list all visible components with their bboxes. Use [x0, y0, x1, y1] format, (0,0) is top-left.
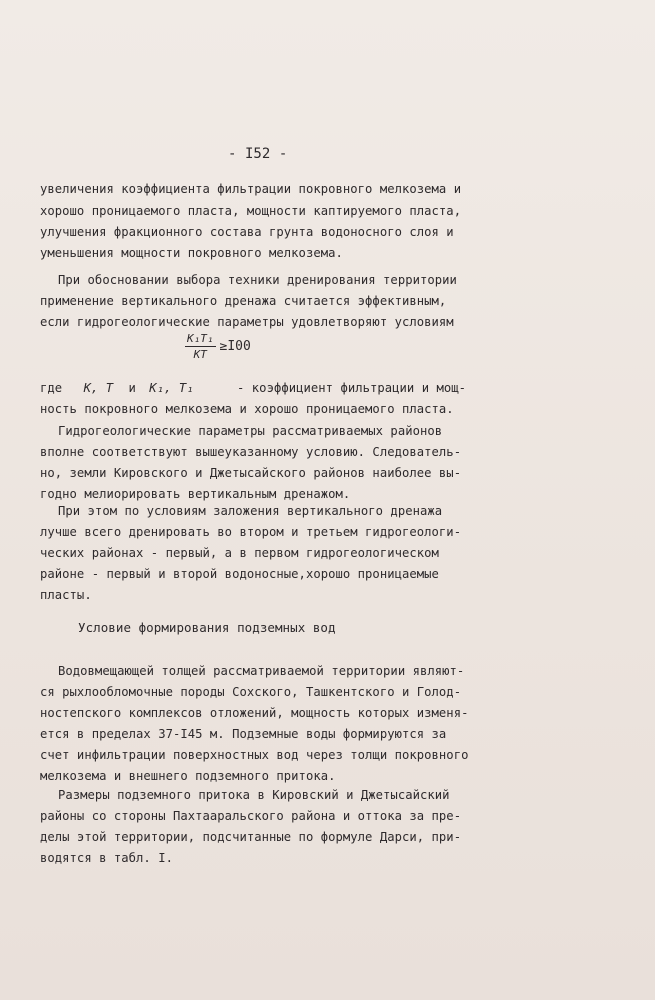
section-heading: Условие формирования подземных вод	[78, 620, 336, 635]
symbol-kt: K, T	[83, 381, 114, 395]
symbol-k1t1: K₁, T₁	[149, 381, 194, 395]
text-line: Водовмещающей толщей рассматриваемой территории являют-	[58, 664, 465, 678]
text-line: годно мелиорировать вертикальным дренажом.	[40, 487, 351, 501]
text-line: При обосновании выбора техники дренирования территории	[58, 273, 457, 287]
text-line: районе - первый и второй водоносные,хорошо проницаемые	[40, 567, 439, 581]
page-number: - I52 -	[228, 146, 288, 162]
text-fragment: - коэффициент фильтрации и мощ-	[237, 381, 467, 395]
text-line: Гидрогеологические параметры рассматриваемых районов	[58, 424, 443, 438]
formula	[185, 332, 251, 361]
formula-numerator: K₁T₁	[187, 332, 214, 345]
text-line: вполне соответствуют вышеуказанному условию. Следователь-	[40, 445, 462, 459]
text-line: делы этой территории, подсчитанные по формуле Дарси, при-	[40, 830, 462, 844]
text-fragment: где	[40, 381, 63, 395]
text-line: ность покровного мелкозема и хорошо проницаемого пласта.	[40, 402, 454, 416]
text-line: ся рыхлообломочные породы Сохского, Ташкентского и Голод-	[40, 685, 462, 699]
formula-denominator: KT	[193, 348, 207, 361]
text-line: мелкозема и внешнего подземного притока.	[40, 769, 336, 783]
text-line: но, земли Кировского и Джетысайского районов наиболее вы-	[40, 466, 462, 480]
text-fragment: и	[128, 381, 136, 395]
text-line: ется в пределах 37-I45 м. Подземные воды формируются за	[40, 727, 447, 741]
text-line: ческих районах - первый, а в первом гидрогеологическом	[40, 546, 439, 560]
formula-relation: ≥I00	[219, 339, 251, 354]
text-line: Размеры подземного притока в Кировский и Джетысайский	[58, 788, 450, 802]
text-line: пласты.	[40, 588, 92, 602]
text-line: применение вертикального дренажа считается эффективным,	[40, 294, 447, 308]
text-line: лучше всего дренировать во втором и третьем гидрогеологи-	[40, 525, 462, 539]
text-line: счет инфильтрации поверхностных вод через толщи покровного	[40, 748, 469, 762]
text-line: улучшения фракционного состава грунта водоносного слоя и	[40, 225, 454, 239]
text-line: ностепского комплексов отложений, мощность которых изменя-	[40, 706, 469, 720]
text-line: водятся в табл. I.	[40, 851, 173, 865]
text-line: если гидрогеологические параметры удовлетворяют условиям	[40, 315, 454, 329]
text-line: увеличения коэффициента фильтрации покровного мелкозема и	[40, 182, 462, 196]
text-line: районы со стороны Пахтааральского района и оттока за пре-	[40, 809, 462, 823]
text-line-symbols	[40, 381, 466, 395]
text-line: уменьшения мощности покровного мелкозема.	[40, 246, 343, 260]
formula-fraction	[185, 332, 216, 361]
text-line: хорошо проницаемого пласта, мощности каптируемого пласта,	[40, 204, 462, 218]
text-line: При этом по условиям заложения вертикального дренажа	[58, 504, 443, 518]
